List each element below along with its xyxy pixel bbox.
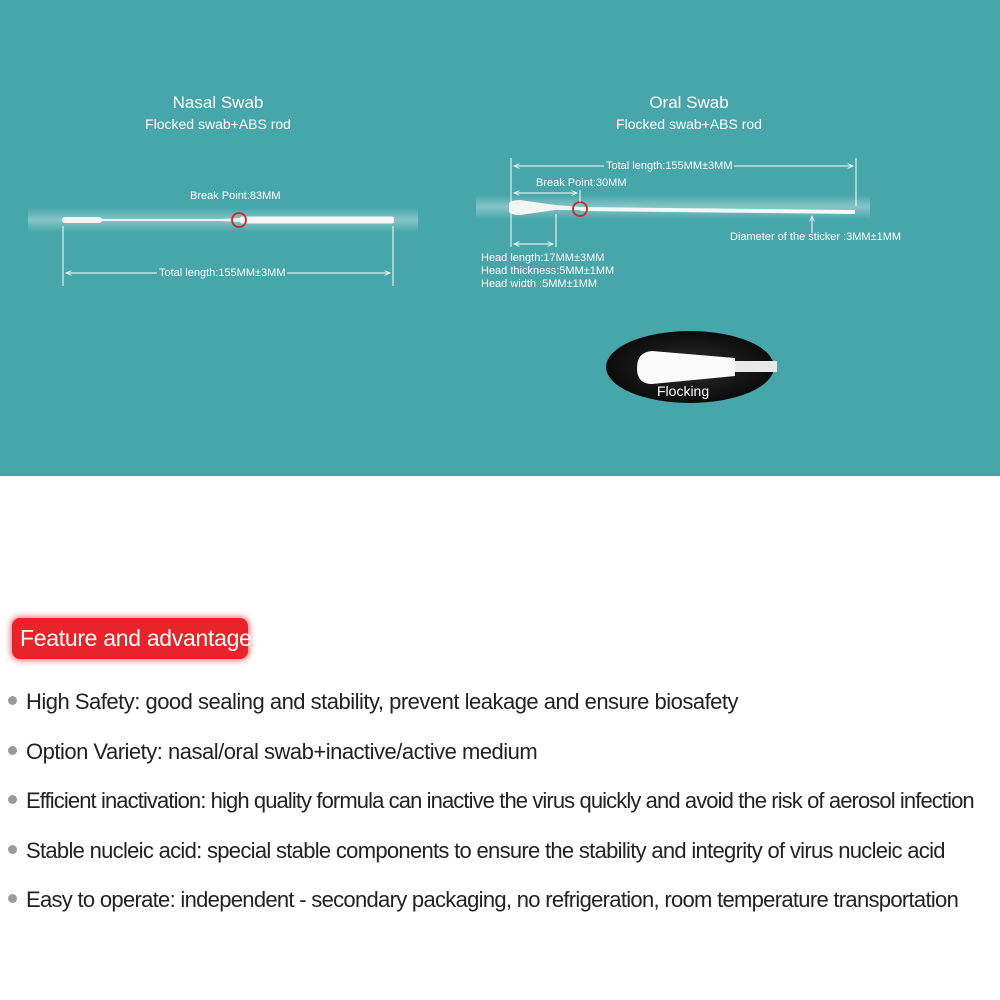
flocking-label: Flocking [657,383,710,399]
oral-diameter-label: Diameter of the sticker :3MM±1MM [730,231,902,243]
product-diagram-panel [0,0,1000,476]
nasal-swab-title: Nasal Swab [172,93,264,112]
feature-item-high-safety [8,686,998,716]
feature-item-text: Efficient inactivation: high quality formula can inactive the virus quickly and avoid the risk of aerosol infection [26,788,974,814]
flocking-swab-stick [735,361,777,372]
nasal-swab-handle [240,217,394,224]
feature-item-text: High Safety: good sealing and stability, prevent leakage and ensure biosafety [26,689,739,715]
feature-item-text: Stable nucleic acid: special stable components to ensure the stability and integrity of virus nucleic acid [26,838,945,864]
oral-break-point-label: Break Point:30MM [536,177,627,189]
feature-item-stable-nucleic-acid [8,835,998,865]
feature-heading: Feature and advantage [12,618,248,659]
nasal-swab-head [62,217,102,223]
bullet-icon [8,894,17,903]
nasal-break-point-label: Break Point:83MM [190,190,281,202]
oral-swab-title: Oral Swab [649,93,729,112]
feature-item-text: Easy to operate: independent - secondary packaging, no refrigeration, room temperature transportation [26,887,959,913]
bullet-icon [8,746,17,755]
feature-item-efficient-inactivation [8,785,998,815]
bullet-icon [8,795,17,804]
feature-item-easy-to-operate [8,884,998,914]
feature-item-option-variety [8,736,998,766]
oral-head-thickness-label: Head thickness:5MM±1MM [481,265,615,277]
oral-head-length-label: Head length:17MM±3MM [481,252,605,264]
oral-swab-subtitle: Flocked swab+ABS rod [616,116,762,132]
oral-total-length-label: Total length:155MM±3MM [606,160,733,172]
nasal-swab-subtitle: Flocked swab+ABS rod [145,116,291,132]
bullet-icon [8,845,17,854]
nasal-total-length-label: Total length:155MM±3MM [159,267,286,279]
oral-head-width-label: Head width :5MM±1MM [481,278,598,290]
feature-section [0,476,1000,1000]
feature-item-text: Option Variety: nasal/oral swab+inactive/active medium [26,739,538,765]
bullet-icon [8,696,17,705]
